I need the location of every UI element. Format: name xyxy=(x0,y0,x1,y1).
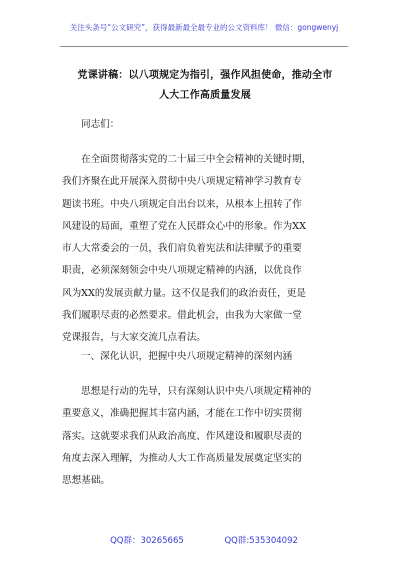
paragraph-line: 我们履职尽责的必然要求。借此机会，由我为大家做一堂 xyxy=(62,310,302,322)
footer-qq-group-1: QQ群：30265665 xyxy=(110,536,184,546)
paragraph-2 xyxy=(62,381,348,492)
section-heading-text: 一、深化认识，把握中央八项规定精神的深刻内涵 xyxy=(81,351,293,362)
paragraph-line: 思想是行动的先导，只有深刻认识中央八项规定精神的 xyxy=(81,386,312,397)
paragraph-line: 党课报告，与大家交流几点看法。 xyxy=(62,332,206,344)
document-title-line-2: 人大工作高质量发展 xyxy=(159,90,251,101)
page-footer xyxy=(0,534,408,546)
footer-qq-group-2: QQ群:535304092 xyxy=(224,536,298,546)
paragraph-line: 我们齐聚在此开展深入贯彻中央八项规定精神学习教育专 xyxy=(62,176,302,188)
section-heading-1 xyxy=(62,346,348,368)
paragraph-line: 重要意义，准确把握其丰富内涵，才能在工作中切实贯彻 xyxy=(62,408,302,420)
salutation xyxy=(62,114,348,136)
paragraph-line: 风建设的局面，重塑了党在人民群众心中的形象。作为XX xyxy=(62,220,306,232)
document-title-line-1: 党课讲稿：以八项规定为指引，强作风担使命，推动全市 xyxy=(77,70,333,81)
salutation-text: 同志们： xyxy=(81,119,120,130)
paragraph-line: 在全面贯彻落实党的二十届三中全会精神的关键时期， xyxy=(81,154,312,165)
paragraph-line: 角度去深入理解，为推动人大工作高质量发展奠定坚实的 xyxy=(62,452,302,464)
paragraph-line: 职责，必须深刻领会中央八项规定精神的内涵，以优良作 xyxy=(62,265,302,277)
page-header-promo: 关注头条号“公文研究”，获得最新最全最专业的公文资料库！ 微信：gongwenyj xyxy=(69,23,339,32)
header-divider xyxy=(60,46,348,47)
paragraph-line: 思想基础。 xyxy=(62,475,110,487)
paragraph-1 xyxy=(62,149,348,350)
paragraph-line: 落实。这就要求我们从政治高度、作风建设和履职尽责的 xyxy=(62,430,302,442)
paragraph-line: 风为XX的发展贡献力量。这不仅是我们的政治责任，更是 xyxy=(62,287,306,299)
paragraph-line: 市人大常委会的一员，我们肩负着宪法和法律赋予的重要 xyxy=(62,243,302,255)
document-title xyxy=(62,66,348,106)
paragraph-line: 题读书班。中央八项规定自出台以来，从根本上扭转了作 xyxy=(62,198,302,210)
